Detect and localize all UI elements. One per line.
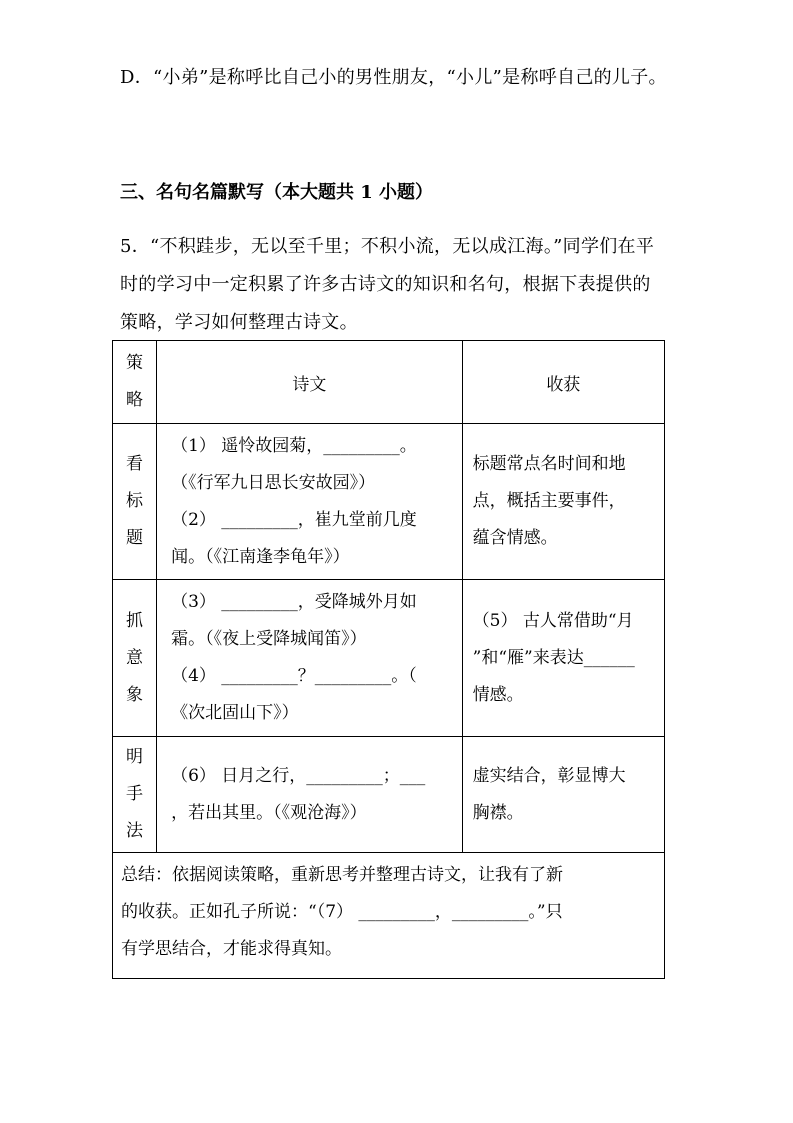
header-strategy-char: 策 bbox=[126, 353, 144, 373]
strategy-char: 明 bbox=[126, 747, 144, 767]
harvest-line: 点，概括主要事件， bbox=[472, 491, 626, 511]
strategy-cell bbox=[113, 737, 157, 853]
strategy-cell bbox=[113, 424, 157, 580]
summary-line: 的收获。正如孔子所说：“（7） _________，_________。”只 bbox=[121, 902, 563, 922]
table-header-row bbox=[113, 341, 665, 424]
poem-line: （2） _________，崔九堂前几度 bbox=[171, 509, 417, 530]
poem-cell bbox=[157, 580, 463, 737]
strategy-char: 象 bbox=[126, 684, 144, 705]
poem-cell bbox=[157, 737, 463, 853]
strategy-char: 意 bbox=[126, 647, 144, 668]
harvest-line: 标题常点名时间和地 bbox=[472, 454, 626, 474]
poem-line: 《次北固山下》） bbox=[171, 703, 299, 723]
harvest-cell bbox=[462, 580, 664, 737]
question-5-text: 5．“不积跬步，无以至千里；不积小流，无以成江海。”同学们在平时的学习中一定积累了许多古诗文的知识和名句，根据下表提供的策略，学习如何整理古诗文。 bbox=[120, 236, 655, 333]
harvest-line: 虚实结合，彰显博大 bbox=[472, 765, 626, 786]
harvest-line: （5） 古人常借助“月 bbox=[472, 610, 634, 631]
summary-cell bbox=[113, 853, 665, 979]
strategy-cell bbox=[113, 580, 157, 737]
poem-line: （《行军九日思长安故园》） bbox=[171, 472, 376, 493]
option-d-text: D．“小弟”是称呼比自己小的男性朋友，“小儿”是称呼自己的儿子。 bbox=[120, 67, 667, 88]
poem-line: （3） _________，受降城外月如 bbox=[171, 592, 417, 612]
table-row bbox=[113, 737, 665, 853]
poem-line: （6） 日月之行，_________；___ bbox=[171, 765, 426, 786]
section-heading: 三、名句名篇默写（本大题共 1 小题） bbox=[120, 182, 434, 203]
poem-line: 闻。（《江南逢李龟年》） bbox=[171, 546, 350, 567]
poem-cell bbox=[157, 424, 463, 580]
strategy-table bbox=[112, 340, 665, 979]
table-row bbox=[113, 424, 665, 580]
strategy-char: 手 bbox=[126, 784, 144, 804]
poem-line: （1） 遥怜故园菊，_________。 bbox=[171, 435, 417, 456]
strategy-char: 法 bbox=[126, 821, 144, 841]
harvest-line: 蕴含情感。 bbox=[472, 528, 558, 548]
summary-line: 有学思结合，才能求得真知。 bbox=[121, 939, 342, 959]
poem-line: ，若出其里。（《观沧海》） bbox=[171, 802, 367, 823]
header-strategy-char: 略 bbox=[126, 390, 144, 410]
harvest-cell bbox=[462, 424, 664, 580]
header-harvest-cell: 收获 bbox=[462, 341, 664, 424]
poem-line: 霜。（《夜上受降城闻笛》） bbox=[171, 629, 367, 649]
poem-line: （4） _________？_________。（ bbox=[171, 666, 417, 686]
summary-row bbox=[113, 853, 665, 979]
harvest-line: 情感。 bbox=[472, 684, 524, 705]
table-row bbox=[113, 580, 665, 737]
harvest-line: 胸襟。 bbox=[472, 802, 524, 823]
harvest-cell bbox=[462, 737, 664, 853]
strategy-char: 看 bbox=[126, 454, 144, 474]
strategy-char: 题 bbox=[126, 528, 144, 548]
summary-line: 总结：依据阅读策略，重新思考并整理古诗文，让我有了新 bbox=[121, 865, 563, 885]
strategy-char: 标 bbox=[126, 491, 144, 511]
header-strategy-cell bbox=[113, 341, 157, 424]
header-poem-cell: 诗文 bbox=[157, 341, 463, 424]
harvest-line: ”和“雁”来表达______ bbox=[472, 647, 635, 668]
strategy-char: 抓 bbox=[126, 610, 144, 631]
